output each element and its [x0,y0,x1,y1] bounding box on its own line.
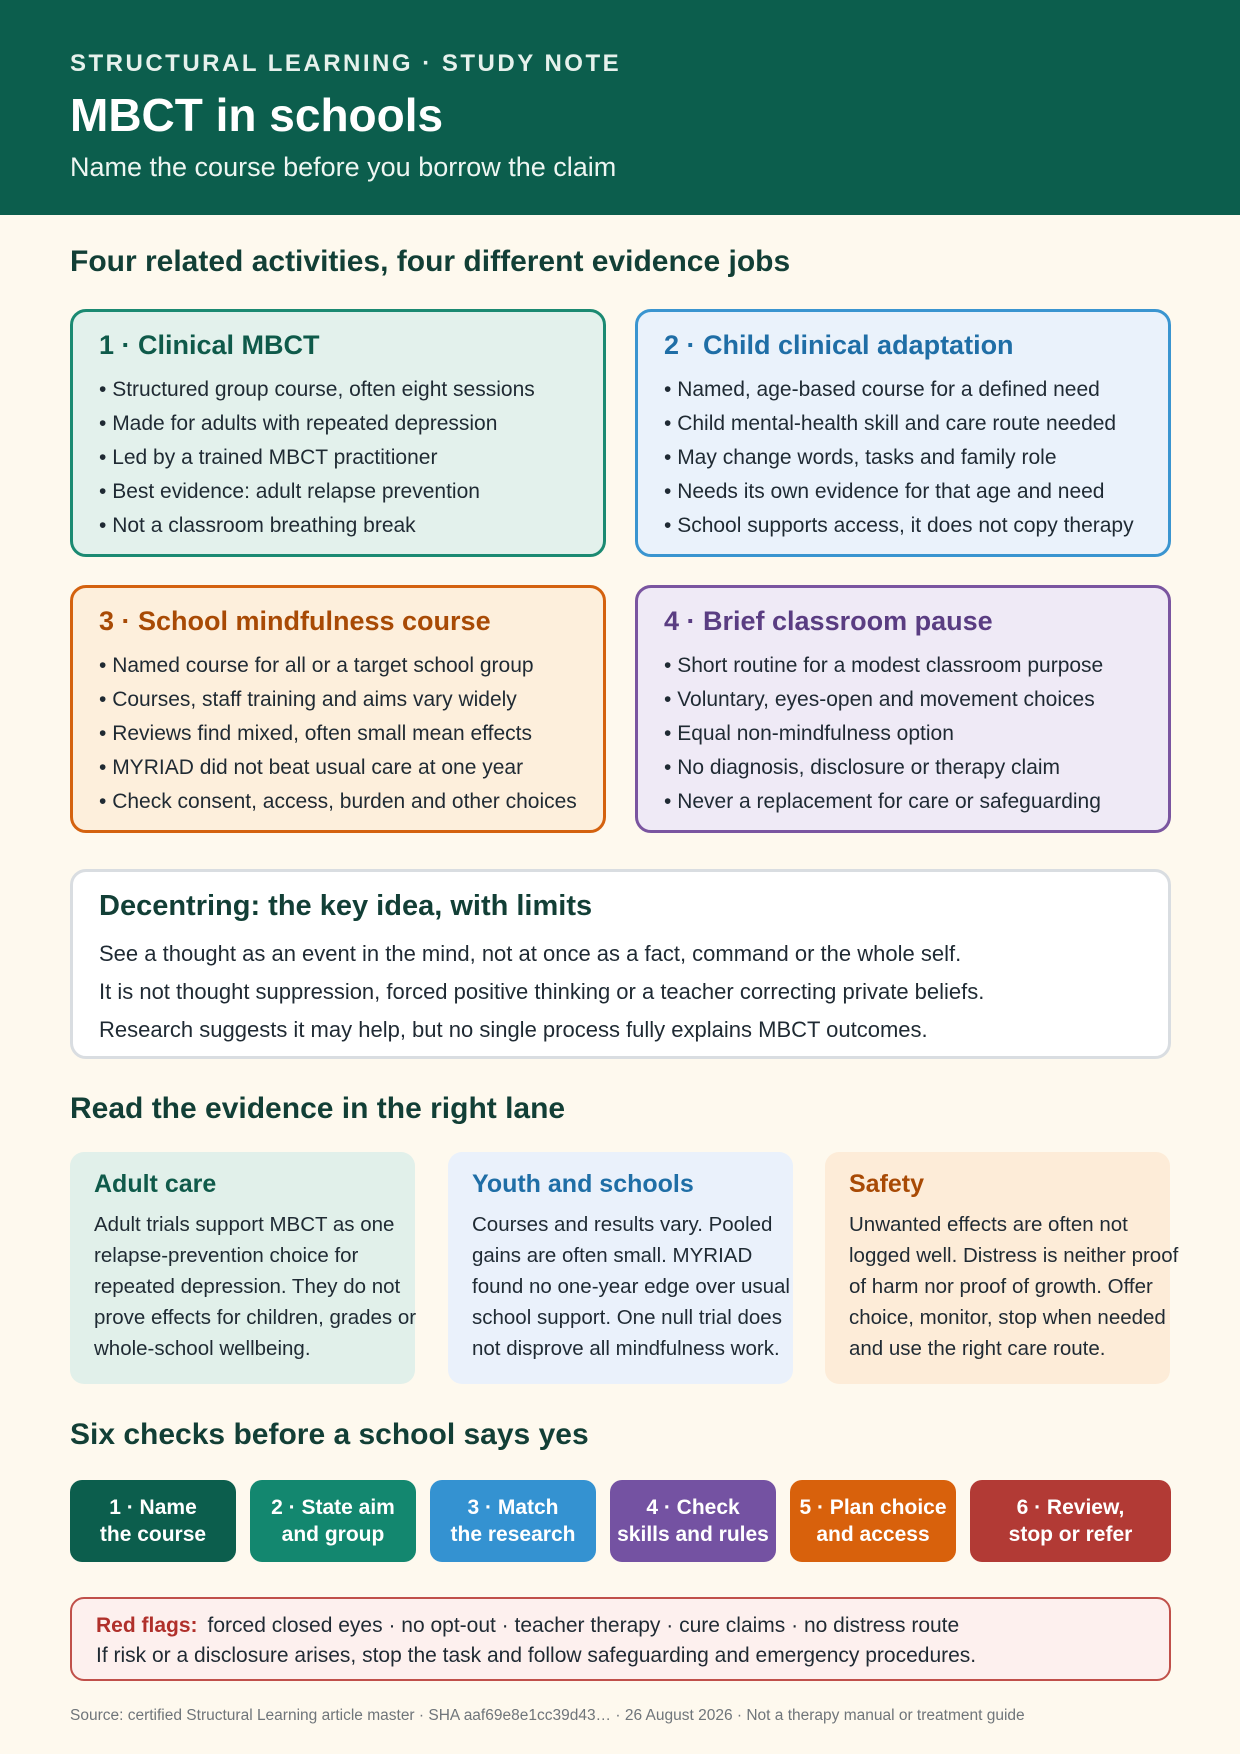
card-title: 3 · School mindfulness course [99,606,491,636]
card-list [99,649,577,819]
card-list [99,373,577,543]
list-item: • Child mental-health skill and care route needed [664,407,1142,441]
header-kicker: STRUCTURAL LEARNING · STUDY NOTE [70,50,622,77]
page-subtitle: Name the course before you borrow the claim [70,152,617,182]
card-title: 4 · Brief classroom pause [664,606,993,636]
check-step-1 [70,1480,236,1562]
decentring-line: See a thought as an event in the mind, not at once as a fact, command or the whole self. [99,941,962,966]
card-brief-classroom-pause [635,585,1171,833]
step-line: the course [99,1523,207,1546]
list-item: • Voluntary, eyes-open and movement choices [664,683,1142,717]
list-item: • MYRIAD did not beat usual care at one year [99,751,577,785]
lane-title: Safety [849,1170,925,1198]
card-school-mindfulness-course [70,585,606,833]
red-flags-action: If risk or a disclosure arises, stop the task and follow safeguarding and emergency procedures. [96,1644,977,1667]
step-line: the research [450,1523,576,1546]
card-title: 1 · Clinical MBCT [99,330,320,360]
list-item: • Best evidence: adult relapse prevention [99,475,577,509]
decentring-box [70,869,1171,1059]
section-heading-lanes: Read the evidence in the right lane [70,1092,566,1125]
list-item: • Named, age-based course for a defined need [664,373,1142,407]
decentring-line: It is not thought suppression, forced positive thinking or a teacher correcting private beliefs. [99,979,985,1004]
list-item: • Equal non-mindfulness option [664,717,1142,751]
page-title: MBCT in schools [70,89,444,141]
card-clinical-mbct [70,309,606,557]
decentring-line: Research suggests it may help, but no single process fully explains MBCT outcomes. [99,1017,928,1042]
step-line: 1 · Name [109,1496,197,1519]
lane-title: Youth and schools [472,1170,694,1198]
list-item: • Made for adults with repeated depression [99,407,577,441]
lane-title: Adult care [94,1170,217,1198]
step-line: 6 · Review, [1016,1496,1125,1519]
card-list [664,649,1142,819]
step-line: 4 · Check [646,1496,740,1519]
list-item: • Named course for all or a target school group [99,649,577,683]
lane-text: Courses and results vary. Pooled gains are often small. MYRIAD found no one-year edge over usual school support. One null trial does not disprove all mindfulness work. [472,1213,790,1360]
list-item: • Reviews find mixed, often small mean effects [99,717,577,751]
list-item: • Led by a trained MBCT practitioner [99,441,577,475]
lane-text: Adult trials support MBCT as one relapse-prevention choice for repeated depression. They do not prove effects for children, grades or whole-school wellbeing. [94,1213,417,1360]
card-child-clinical-adaptation [635,309,1171,557]
step-line: and group [281,1523,385,1546]
check-step-5 [790,1480,956,1562]
step-line: skills and rules [617,1523,769,1546]
step-line: 2 · State aim [271,1496,395,1519]
list-item: • May change words, tasks and family role [664,441,1142,475]
section-heading-checks: Six checks before a school says yes [70,1418,589,1451]
check-step-3 [430,1480,596,1562]
step-line: 3 · Match [467,1496,559,1519]
check-step-6 [970,1480,1171,1562]
lane-adult-care [70,1152,415,1384]
list-item: • Never a replacement for care or safeguarding [664,785,1142,819]
step-line: stop or refer [1008,1523,1133,1546]
red-flags-label: Red flags: [96,1614,198,1637]
check-step-2 [250,1480,416,1562]
section-heading-activities: Four related activities, four different evidence jobs [70,245,791,278]
red-flags-list: forced closed eyes · no opt-out · teacher therapy · cure claims · no distress route [207,1614,960,1637]
list-item: • No diagnosis, disclosure or therapy claim [664,751,1142,785]
step-line: 5 · Plan choice [799,1496,947,1519]
list-item: • Structured group course, often eight sessions [99,373,577,407]
list-item: • Short routine for a modest classroom purpose [664,649,1142,683]
list-item: • Courses, staff training and aims vary widely [99,683,577,717]
list-item: • Not a classroom breathing break [99,509,577,543]
lane-text: Unwanted effects are often not logged well. Distress is neither proof of harm nor proof of growth. Offer choice, monitor, stop when needed and use the right care route. [849,1213,1179,1360]
list-item: • Check consent, access, burden and other choices [99,785,577,819]
source-footer: Source: certified Structural Learning article master · SHA aaf69e8e1cc39d43… · 26 August 2026 · Not a therapy manual or treatment guide [70,1707,1025,1724]
card-title: 2 · Child clinical adaptation [664,330,1014,360]
decentring-title: Decentring: the key idea, with limits [99,890,593,922]
lane-youth-and-schools [448,1152,793,1384]
check-step-4 [610,1480,776,1562]
step-line: and access [816,1523,930,1546]
list-item: • School supports access, it does not copy therapy [664,509,1142,543]
page-header [0,0,1240,215]
card-list [664,373,1142,543]
list-item: • Needs its own evidence for that age and need [664,475,1142,509]
red-flags-box [70,1597,1171,1681]
lane-safety [825,1152,1179,1384]
